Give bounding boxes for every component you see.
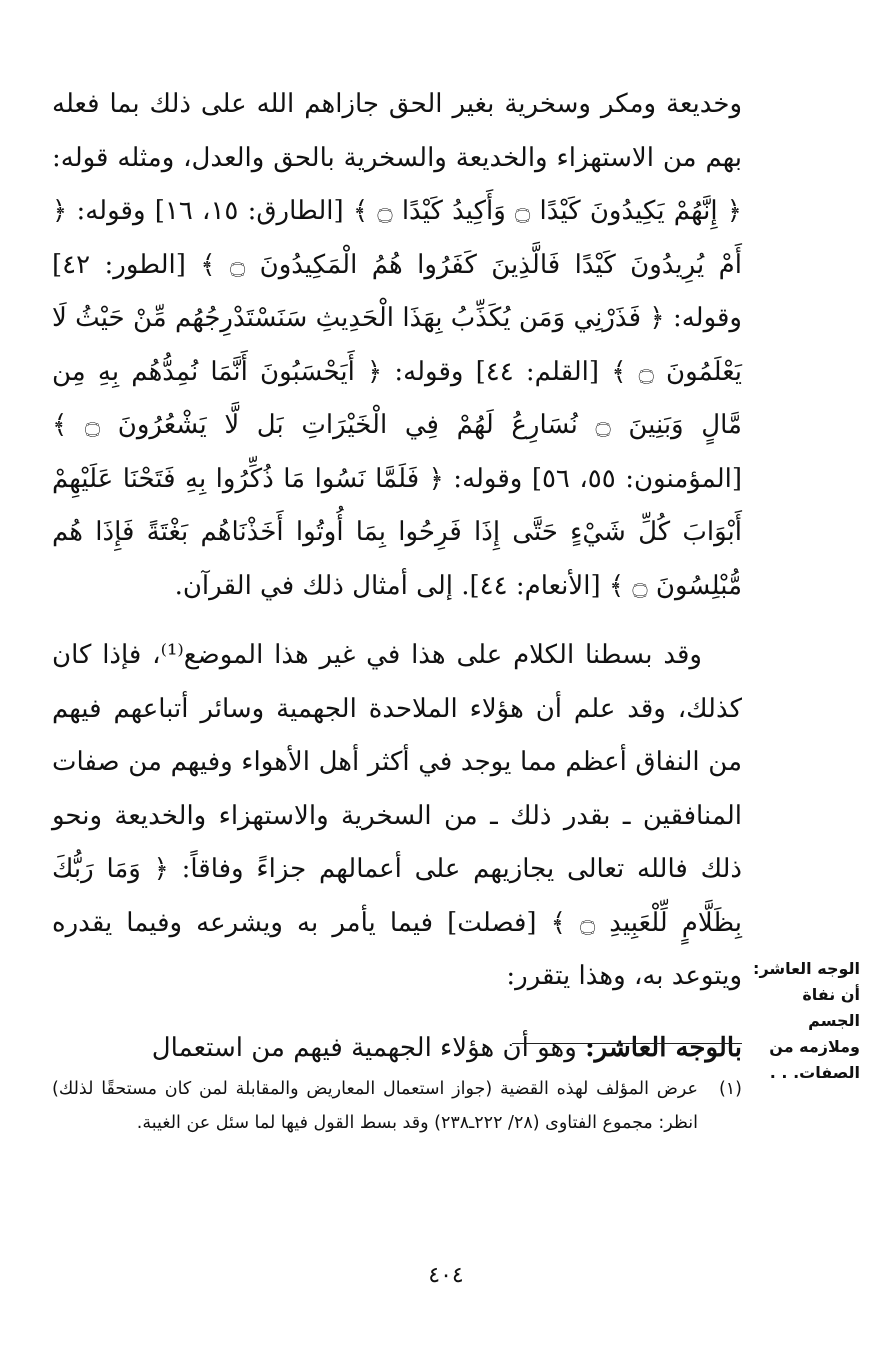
main-text xyxy=(52,78,742,1075)
paragraph: وخديعة ومكر وسخرية بغير الحق جازاهم الله على ذلك بما فعله بهم من الاستهزاء والخديعة والسخرية بالحق والعدل، ومثله قوله: ﴿ إِنَّهُمْ يَكِيدُونَ كَيْدًا ۝ وَأَكِيدُ كَيْدًا ۝ ﴾ [الطارق: ١٥، ١٦] وقوله: ﴿ أَمْ يُرِيدُونَ كَيْدًا فَالَّذِينَ كَفَرُوا هُمُ الْمَكِيدُونَ ۝ ﴾ [الطور: ٤٢] وقوله: ﴿ فَذَرْنِي وَمَن يُكَذِّبُ بِهَذَا الْحَدِيثِ سَنَسْتَدْرِجُهُم مِّنْ حَيْثُ لَا يَعْلَمُونَ ۝ ﴾ [القلم: ٤٤] وقوله: ﴿ أَيَحْسَبُونَ أَنَّمَا نُمِدُّهُم بِهِ مِن مَّالٍ وَبَنِينَ ۝ نُسَارِعُ لَهُمْ فِي الْخَيْرَاتِ بَل لَّا يَشْعُرُونَ ۝ ﴾ [المؤمنون: ٥٥، ٥٦] وقوله: ﴿ فَلَمَّا نَسُوا مَا ذُكِّرُوا بِهِ فَتَحْنَا عَلَيْهِمْ أَبْوَابَ كُلِّ شَيْءٍ حَتَّى إِذَا فَرِحُوا بِمَا أُوتُوا أَخَذْنَاهُم بَغْتَةً فَإِذَا هُم مُّبْلِسُونَ ۝ ﴾ [الأنعام: ٤٤]. إلى أمثال ذلك في القرآن. xyxy=(52,89,743,601)
section-heading: بالوجه العاشر: xyxy=(585,1032,742,1063)
paragraph-text: وهو أن هؤلاء الجهمية فيهم من استعمال xyxy=(151,1032,586,1063)
margin-note: الوجه العاشر: أن نفاة الجسم وملازمه من الصفات. . . xyxy=(753,959,860,1082)
footnote xyxy=(52,1072,742,1140)
footnote-text: عرض المؤلف لهذه القضية (جواز استعمال المعاريض والمقابلة لمن كان مستحقًا لذلك) انظر: مجموع الفتاوى (٢٨/ ٢٢٢ـ٢٣٨) وقد بسط القول فيها لما سئل عن الغيبة. xyxy=(52,1079,698,1133)
paragraph: وقد بسطنا الكلام على هذا في غير هذا الموضع⁽¹⁾، فإذا كان كذلك، وقد علم أن هؤلاء الملاحدة الجهمية وسائر أتباعهم فيهم من النفاق أعظم مما يوجد في أكثر أهل الأهواء وفيهم من صفات المنافقين ـ بقدر ذلك ـ من السخرية والاستهزاء والخديعة ونحو ذلك فالله تعالى يجازيهم على أعمالهم جزاءً وفاقاً: ﴿ وَمَا رَبُّكَ بِظَلَّامٍ لِّلْعَبِيدِ ۝ ﴾ [فصلت] فيما يأمر به ويشرعه وفيما يقدره ويتوعد به، وهذا يتقرر: xyxy=(52,640,742,991)
footnote-divider xyxy=(512,1043,742,1044)
paragraph xyxy=(52,1022,742,1076)
footnote-marker: (١) xyxy=(718,1079,742,1099)
page-number: ٤٠٤ xyxy=(428,1263,464,1288)
